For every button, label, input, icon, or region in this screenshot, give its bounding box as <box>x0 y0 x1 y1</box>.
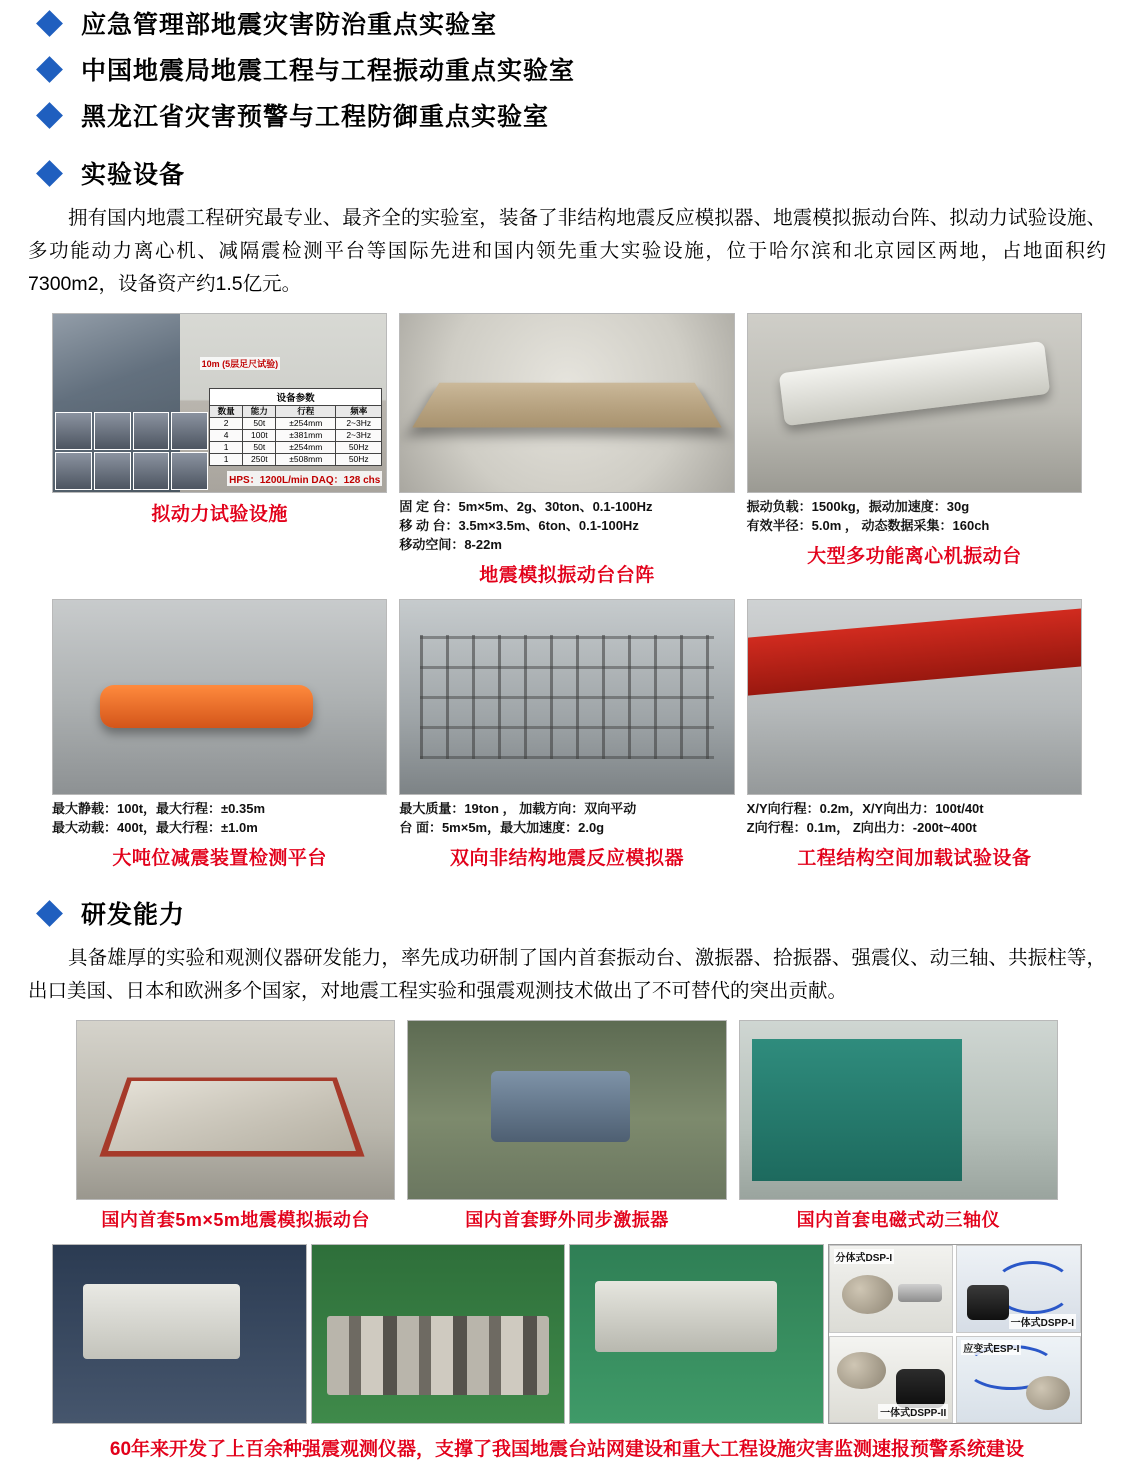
spec-line: 最大质量：19ton ， 加载方向：双向平动 <box>399 801 637 816</box>
photo-sensor-collection <box>311 1244 566 1424</box>
rd-row-1 <box>76 1020 1058 1232</box>
sensor-grid <box>828 1244 1083 1424</box>
photo-space-loading-equipment <box>747 599 1082 795</box>
table-cell: 1 <box>210 454 243 466</box>
heading-label-1: 应急管理部地震灾害防治重点实验室 <box>81 11 498 39</box>
table-cell: 2~3Hz <box>336 418 382 430</box>
photo-first-shaking-table <box>76 1020 395 1200</box>
table-cell: 2 <box>210 418 243 430</box>
table-header-cell: 数量 <box>210 406 243 418</box>
photo-pseudo-dynamic-facility <box>52 313 387 493</box>
sensor-label-1: 分体式DSP-I <box>834 1249 895 1264</box>
sensor-case-icon <box>967 1285 1009 1319</box>
table-header-cell: 行程 <box>276 406 336 418</box>
photo-damper-test-platform <box>52 599 387 795</box>
rd-instrument-photo-1 <box>52 1244 307 1424</box>
rd-card-shaking-table <box>76 1020 395 1232</box>
equipment-specs-6 <box>747 799 1082 837</box>
table-cell: ±381mm <box>276 430 336 442</box>
photo-shaking-table-array <box>399 313 734 493</box>
equipment-card-pseudo-dynamic <box>52 313 387 587</box>
thumbnail <box>133 452 170 490</box>
diamond-bullet-icon <box>36 900 63 927</box>
equipment-specs-5 <box>399 799 734 837</box>
table-row <box>210 442 382 454</box>
sensor-probe-icon <box>898 1284 942 1303</box>
equipment-row-2 <box>52 599 1082 870</box>
diamond-bullet-icon <box>36 56 63 83</box>
equipment-specs-4 <box>52 799 387 837</box>
table-row <box>210 418 382 430</box>
equipment-caption-2: 地震模拟振动台台阵 <box>479 565 655 586</box>
table-cell: 1 <box>210 442 243 454</box>
equipment-caption-4: 大吨位减震装置检测平台 <box>112 848 327 869</box>
heading-label-2: 中国地震局地震工程与工程振动重点实验室 <box>81 57 576 85</box>
rd-row-2 <box>52 1244 1082 1424</box>
thumbnail <box>133 412 170 450</box>
spec-line: 移动空间：8-22m <box>399 537 502 552</box>
equipment-caption-1: 拟动力试验设施 <box>151 504 288 525</box>
equipment-row-1 <box>52 313 1082 587</box>
equipment-card-shaking-table-array <box>399 313 734 587</box>
table-cell: ±254mm <box>276 442 336 454</box>
heading-row-2 <box>40 46 1134 92</box>
sensor-cell-dspp-i <box>956 1245 1081 1333</box>
rd-card-exciter <box>407 1020 726 1232</box>
heading-row-3 <box>40 92 1134 138</box>
table-header-cell: 能力 <box>243 406 276 418</box>
table-cell: 250t <box>243 454 276 466</box>
section-heading-equipment <box>40 150 1134 196</box>
sensor-disc-icon <box>1026 1376 1070 1410</box>
photo-tag-label: 10m (5层足尺试验) <box>201 358 279 369</box>
table-cell: ±254mm <box>276 418 336 430</box>
photo-centrifuge-shaking-table <box>747 313 1082 493</box>
table-cell: 4 <box>210 430 243 442</box>
spec-line: 有效半径：5.0m ， 动态数据采集：160ch <box>746 518 990 533</box>
diamond-bullet-icon <box>36 10 63 37</box>
spec-line: 最大静载：100t，最大行程：±0.35m <box>52 801 266 816</box>
table-header-cell: 频率 <box>336 406 382 418</box>
rd-card-triaxial <box>739 1020 1058 1232</box>
spec-line: 台 面：5m×5m，最大加速度：2.0g <box>399 820 605 835</box>
section-title-equipment: 实验设备 <box>81 161 186 189</box>
rd-instrument-photo-3 <box>569 1244 824 1424</box>
thumbnail <box>94 452 131 490</box>
thumbnail <box>171 452 208 490</box>
table-row <box>210 454 382 466</box>
table-row <box>210 430 382 442</box>
equipment-parameter-table <box>209 388 382 466</box>
photo-instrument-recorder <box>52 1244 307 1424</box>
rd-sensor-panel <box>828 1244 1083 1424</box>
parameter-table-title: 设备参数 <box>209 388 382 405</box>
table-cell: ±508mm <box>276 454 336 466</box>
hps-daq-line: HPS：1200L/min DAQ：128 chs <box>227 471 382 486</box>
spec-line: 最大动载：400t，最大行程：±1.0m <box>52 820 258 835</box>
equipment-caption-6: 工程结构空间加载试验设备 <box>797 848 1032 869</box>
equipment-card-centrifuge <box>747 313 1082 587</box>
equipment-paragraph: 拥有国内地震工程研究最专业、最齐全的实验室，装备了非结构地震反应模拟器、地震模拟振动台阵、拟动力试验设施、多功能动力离心机、减隔震检测平台等国际先进和国内领先重大实验设施，位于哈尔滨和北京园区两地，占地面积约7300m2，设备资产约1.5亿元。 <box>28 207 1106 295</box>
equipment-card-damper-platform <box>52 599 387 870</box>
photo-field-exciter <box>407 1020 726 1200</box>
sensor-body-icon <box>837 1352 886 1390</box>
table-cell: 50t <box>243 418 276 430</box>
rd-paragraph: 具备雄厚的实验和观测仪器研发能力，率先成功研制了国内首套振动台、激振器、拾振器、强震仪、动三轴、共振柱等，出口美国、日本和欧洲多个国家，对地震工程实验和强震观测技术做出了不可替代的突出贡献。 <box>28 947 1106 1002</box>
table-header-row <box>210 406 382 418</box>
diamond-bullet-icon <box>36 160 63 187</box>
spec-line: 固 定 台：5m×5m、2g、30ton、0.1-100Hz <box>399 499 653 514</box>
rd-instrument-photo-2 <box>311 1244 566 1424</box>
table-cell: 2~3Hz <box>336 430 382 442</box>
sensor-cell-dsp-i <box>829 1245 954 1333</box>
sensor-case-icon <box>896 1369 945 1408</box>
section-title-rd: 研发能力 <box>81 901 186 929</box>
thumbnail <box>171 412 208 450</box>
thumbnail <box>55 412 92 450</box>
sensor-cell-esp-i <box>956 1336 1081 1424</box>
spec-line: X/Y向行程：0.2m，X/Y向出力：100t/40t <box>746 801 984 816</box>
equipment-caption-5: 双向非结构地震反应模拟器 <box>449 848 684 869</box>
equipment-card-space-loading <box>747 599 1082 870</box>
rd-caption-2: 国内首套野外同步激振器 <box>465 1210 669 1230</box>
sensor-panel-container <box>828 1244 1083 1424</box>
spec-line: 振动负载：1500kg，振动加速度：30g <box>746 499 970 514</box>
rd-caption-1: 国内首套5m×5m地震模拟振动台 <box>101 1210 370 1230</box>
table-cell: 50Hz <box>336 454 382 466</box>
photo-electromagnetic-triaxial <box>739 1020 1058 1200</box>
section-heading-rd <box>40 890 1134 936</box>
heading-label-3: 黑龙江省灾害预警与工程防御重点实验室 <box>81 103 550 131</box>
bottom-note: 60年来开发了上百余种强震观测仪器，支撑了我国地震台站网建设和重大工程设施灾害监测速报预警系统建设 <box>109 1439 1025 1460</box>
photo-nonstructural-simulator <box>399 599 734 795</box>
table-cell: 100t <box>243 430 276 442</box>
sensor-label-2: 一体式DSPP-I <box>1009 1314 1076 1329</box>
equipment-caption-3: 大型多功能离心机振动台 <box>807 546 1022 567</box>
photo-seismograph-set <box>569 1244 824 1424</box>
spec-line: Z向行程：0.1m， Z向出力：-200t~400t <box>746 820 977 835</box>
sensor-label-3: 一体式DSPP-II <box>878 1404 948 1419</box>
sensor-cell-dspp-ii <box>829 1336 954 1424</box>
equipment-specs-2 <box>399 497 734 554</box>
thumbnail <box>94 412 131 450</box>
equipment-specs-3 <box>747 497 1082 535</box>
table-cell: 50t <box>243 442 276 454</box>
diamond-bullet-icon <box>36 102 63 129</box>
sensor-body-icon <box>842 1275 894 1314</box>
thumbnail-strip <box>55 412 208 490</box>
sensor-label-4: 应变式ESP-I <box>961 1340 1021 1355</box>
rd-caption-3: 国内首套电磁式动三轴仪 <box>796 1210 1001 1230</box>
heading-row-1 <box>40 0 1134 46</box>
table-cell: 50Hz <box>336 442 382 454</box>
equipment-card-nonstructural-simulator <box>399 599 734 870</box>
spec-line: 移 动 台：3.5m×3.5m、6ton、0.1-100Hz <box>399 518 639 533</box>
thumbnail <box>55 452 92 490</box>
